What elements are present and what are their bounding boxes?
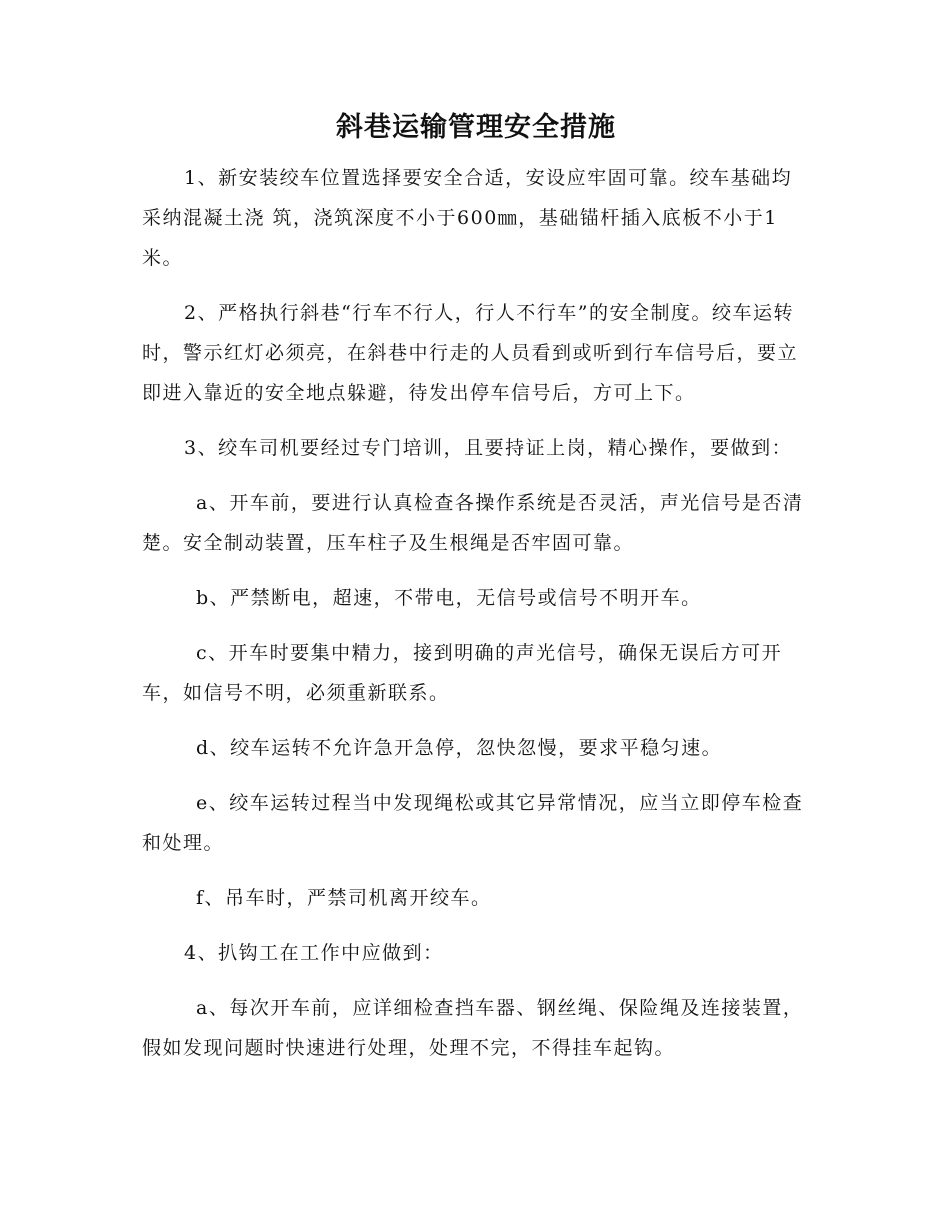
paragraph-3e: e、绞车运转过程当中发现绳松或其它异常情况，应当立即停车检查和处理。 [142, 792, 804, 854]
paragraph-4: 4、扒钩工在工作中应做到： [184, 942, 444, 964]
paragraph-3c: c、开车时要集中精力，接到明确的声光信号，确保无误后方可开车，如信号不明，必须重新联系。 [142, 642, 783, 704]
document-title: 斜巷运输管理安全措施 [336, 112, 616, 143]
paragraph-1: 1、新安装绞车位置选择要安全合适，安设应牢固可靠。绞车基础均采纳混凝土浇 筑，浇筑深度不小于600㎜，基础锚杆插入底板不小于1米。 [142, 167, 793, 269]
paragraph-4a: a、每次开车前，应详细检查挡车器、钢丝绳、保险绳及连接装置，假如发现问题时快速进行处理，处理不完，不得挂车起钩。 [142, 997, 804, 1059]
paragraph-2: 2、严格执行斜巷“行车不行人，行人不行车”的安全制度。绞车运转时，警示红灯必须亮，在斜巷中行走的人员看到或听到行车信号后，要立即进入靠近的安全地点躲避，待发出停车信号后，方可上下。 [142, 302, 799, 404]
paragraph-3: 3、绞车司机要经过专门培训，且要持证上岗，精心操作，要做到： [184, 437, 793, 459]
document-page [142, 108, 810, 1083]
paragraph-3b: b、严禁断电，超速，不带电，无信号或信号不明开车。 [196, 587, 702, 609]
paragraph-3d: d、绞车运转不允许急开急停，忽快忽慢，要求平稳匀速。 [196, 737, 723, 759]
paragraph-3f: f、吊车时，严禁司机离开绞车。 [196, 887, 492, 909]
paragraph-3a: a、开车前，要进行认真检查各操作系统是否灵活，声光信号是否清楚。安全制动装置，压车柱子及生根绳是否牢固可靠。 [142, 492, 804, 554]
